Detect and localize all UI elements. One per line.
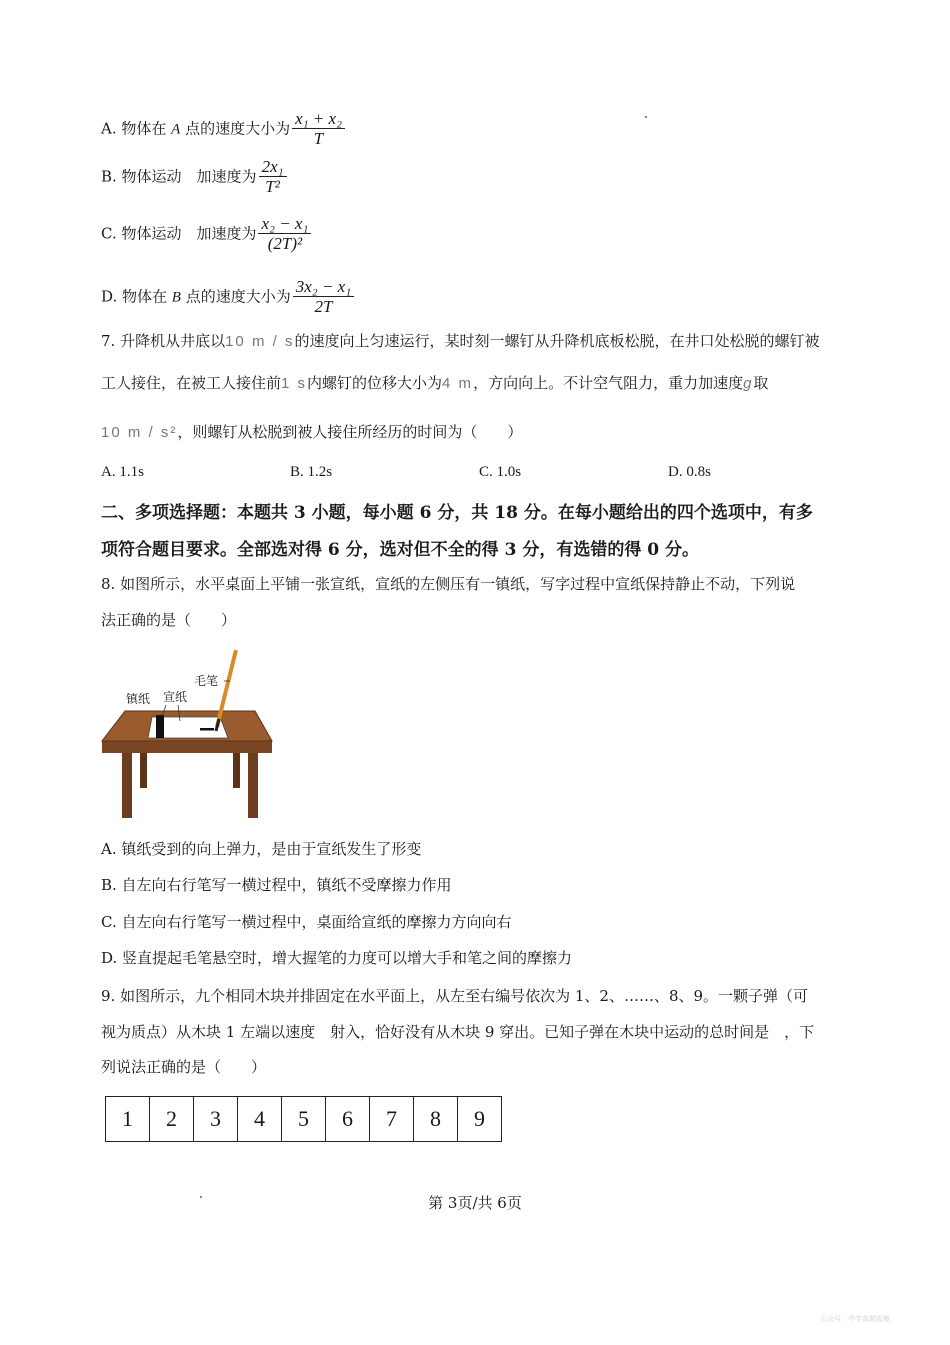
label-brush: 毛笔 [194,674,219,688]
q7-line3: 10 m / s²，则螺钉从松脱到被人接住所经历的时间为（ ） [101,423,523,441]
q9-stem-line2: 视为质点）从木块 1 左端以速度 射入，恰好没有从木块 9 穿出。已知子弹在木块中运动的总时间是 ，下 [101,1023,815,1041]
page-footer: 第 3页/共 6页 [428,1194,522,1212]
q7-line1: 7. 升降机从井底以10 m / s的速度向上匀速运行，某时刻一螺钉从升降机底板松脱，在井口处松脱的螺钉被 [101,332,820,350]
wood-block: 8 [414,1097,458,1141]
q6-option-b: B. 物体运动 加速度为 $\frac{\text{2x₁}}{\text{T²}}$ [101,158,287,197]
table-leg [122,750,132,818]
q6-option-c: C. 物体运动 加速度为 $\frac{\text{x₂ − x₁}}{\text{(2T)²}}$ [101,215,311,254]
section-heading-line2: 项符合题目要求。全部选对得 6 分，选对但不全的得 3 分，有选错的得 0 分。 [101,540,699,560]
fraction: $\frac{\text{2x₁}}{\text{T²}}$ [259,158,287,197]
q6-option-a: A. 物体在 A 点的速度大小为 $\frac{\text{x₁ + x₂}}{T}$ [101,110,345,149]
q8-stem-line1: 8. 如图所示，水平桌面上平铺一张宣纸，宣纸的左侧压有一镇纸，写字过程中宣纸保持静止不动，下列说 [101,575,796,593]
wood-block: 1 [106,1097,150,1141]
q7-line2: 工人接住，在被工人接住前1 s内螺钉的位移大小为4 m，方向向上。不计空气阻力，重力加速度g取 [101,374,769,392]
watermark: 公众号：中学真题收集 [820,1316,890,1323]
scan-dot [645,116,647,118]
table-leg [233,748,240,788]
q7-option-d: D. 0.8s [668,464,711,480]
wood-block: 5 [282,1097,326,1141]
q8-option-b: B. 自左向右行笔写一横过程中，镇纸不受摩擦力作用 [101,876,452,894]
q9-stem-line1: 9. 如图所示，九个相同木块并排固定在水平面上，从左至右编号依次为 1、2、……、8、9。一颗子弹（可 [101,987,809,1005]
q9-stem-line3: 列说法正确的是（ ） [101,1058,267,1076]
q7-option-a: A. 1.1s [101,464,144,480]
q7-option-b: B. 1.2s [290,464,333,480]
q8-option-c: C. 自左向右行笔写一横过程中，桌面给宣纸的摩擦力方向向右 [101,913,512,931]
wood-block: 3 [194,1097,238,1141]
table-apron [102,741,272,753]
q8-option-a: A. 镇纸受到的向上弹力，是由于宣纸发生了形变 [101,840,422,858]
wood-blocks [105,1096,502,1142]
wood-block: 6 [326,1097,370,1141]
fraction: $\frac{\text{3x₂ − x₁}}{2T}$ [293,278,354,317]
scan-dot [200,1196,202,1198]
q8-stem-line2: 法正确的是（ ） [101,611,237,629]
label-paper-weight: 镇纸 [126,692,151,706]
fraction: $\frac{\text{x₂ − x₁}}{\text{(2T)²}}$ [258,215,311,254]
q7-option-c: C. 1.0s [479,464,522,480]
wood-block: 7 [370,1097,414,1141]
q8-option-d: D. 竖直提起毛笔悬空时，增大握笔的力度可以增大手和笔之间的摩擦力 [101,949,573,967]
table-leg [248,750,258,818]
label-rice-paper: 宣纸 [163,690,188,704]
ink-stroke [200,728,214,731]
desk-figure [100,645,280,823]
table-leg [140,748,147,788]
wood-block: 2 [150,1097,194,1141]
wood-block: 9 [474,1106,485,1131]
section-heading-line1: 二、多项选择题：本题共 3 小题，每小题 6 分，共 18 分。在每小题给出的四个选项中，有多 [101,503,813,523]
q6-option-d: D. 物体在 B 点的速度大小为 $\frac{\text{3x₂ − x₁}}{2T}$ [101,278,354,317]
paper-weight [156,715,164,738]
wood-block: 4 [238,1097,282,1141]
fraction: $\frac{\text{x₁ + x₂}}{T}$ [292,110,345,149]
